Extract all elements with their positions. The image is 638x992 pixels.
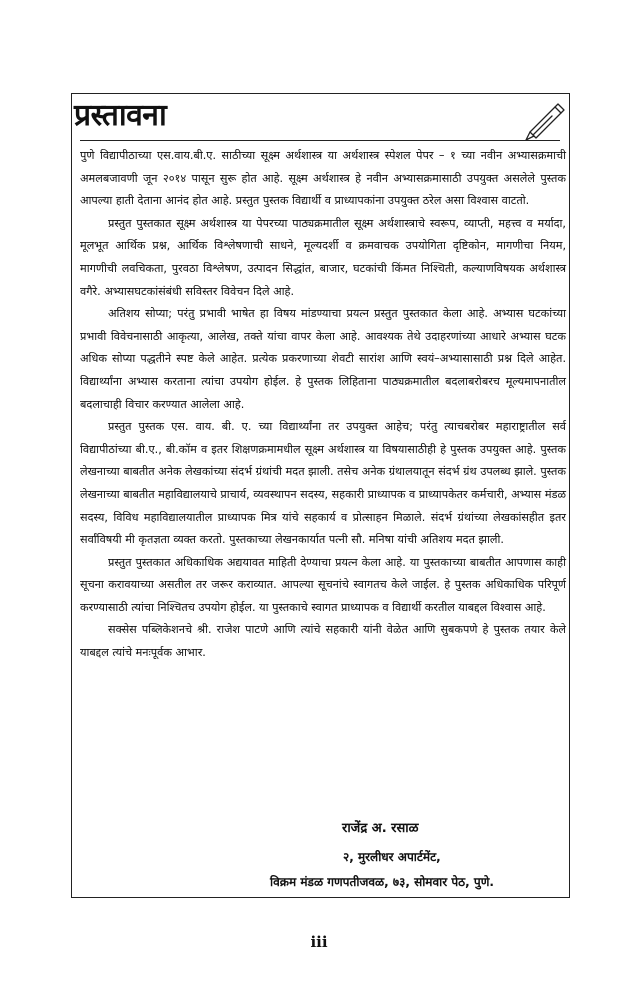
page-title: प्रस्तावना — [74, 98, 167, 133]
paragraph-2: प्रस्तुत पुस्तकात सूक्ष्म अर्थशास्त्र या पेपरच्या पाठ्यक्रमातील सूक्ष्म अर्थशास्त्राचे स्वरूप, व्याप्ती, महत्त्व व मर्यादा, मूलभूत आर्थिक प्रश्न, आर्थिक विश्लेषणाची साधने, मूल्यदर्शी व क्रमवाचक उपयोगिता दृष्टिकोन, मागणीचा नियम, मागणीची लवचिकता, पुरवठा विश्लेषण, उत्पादन सिद्धांत, बाजार, घटकांची किंमत निश्चिती, कल्याणविषयक अर्थशास्त्र वगैरे. अभ्यासघटकांसंबंधी सविस्तर विवेचन दिले आहे. — [80, 216, 566, 298]
pen-icon — [522, 100, 566, 144]
page-number: iii — [310, 933, 328, 951]
preface-body — [80, 145, 566, 665]
author-address-line2: विक्रम मंडळ गणपतीजवळ, ७३, सोमवार पेठ, पुणे. — [270, 875, 494, 889]
paragraph-6: सक्सेस पब्लिकेशनचे श्री. राजेश पाटणे आणि त्यांचे सहकारी यांनी वेळेत आणि सुबकपणे हे पुस्तक तयार केले याबद्दल त्यांचे मनःपूर्वक आभार. — [80, 623, 566, 660]
author-address-line1: २, मुरलीधर अपार्टमेंट, — [343, 850, 441, 864]
title-underline — [80, 140, 560, 141]
paragraph-4: प्रस्तुत पुस्तक एस. वाय. बी. ए. च्या विद्यार्थ्यांना तर उपयुक्त आहेच; परंतु त्याचबरोबर महाराष्ट्रातील सर्व विद्यापीठांच्या बी.ए., बी.कॉम व इतर शिक्षणक्रमामधील सूक्ष्म अर्थशास्त्र या विषयासाठीही हे पुस्तक उपयुक्त आहे. पुस्तक लेखनाच्या बाबतीत अनेक लेखकांच्या संदर्भ ग्रंथांची मदत झाली. तसेच अनेक ग्रंथालयातून संदर्भ ग्रंथ उपलब्ध झाले. पुस्तक लेखनाच्या बाबतीत महाविद्यालयाचे प्राचार्य, व्यवस्थापन सदस्य, सहकारी प्राध्यापक व प्राध्यापकेतर कर्मचारी, अभ्यास मंडळ सदस्य, विविध महाविद्यालयातील प्राध्यापक मित्र यांचे सहकार्य व प्रोत्साहन मिळाले. संदर्भ ग्रंथांच्या लेखकांसहीत इतर सर्वांविषयी मी कृतज्ञता व्यक्त करतो. पुस्तकाच्या लेखनकार्यात पत्नी सौ. मनिषा यांची अतिशय मदत झाली. — [80, 420, 566, 547]
paragraph-1: पुणे विद्यापीठाच्या एस.वाय.बी.ए. साठीच्या सूक्ष्म अर्थशास्त्र या अर्थशास्त्र स्पेशल पेपर – १ च्या नवीन अभ्यासक्रमाची अमलबजावणी जून २०१४ पासून सुरू होत आहे. सूक्ष्म अर्थशास्त्र हे नवीन अभ्यासक्रमासाठी उपयुक्त असलेले पुस्तक आपल्या हाती देताना आनंद होत आहे. प्रस्तुत पुस्तक विद्यार्थी व प्राध्यापकांना उपयुक्त ठरेल असा विश्वास वाटतो. — [80, 149, 566, 208]
author-name: राजेंद्र अ. रसाळ — [342, 821, 419, 836]
paragraph-5: प्रस्तुत पुस्तकात अधिकाधिक अद्ययावत माहिती देण्याचा प्रयत्न केला आहे. या पुस्तकाच्या बाबतीत आपणास काही सूचना करावयाच्या असतील तर जरूर कराव्यात. आपल्या सूचनांचे स्वागतच केले जाईल. हे पुस्तक अधिकाधिक परिपूर्ण करण्यासाठी त्यांचा निश्चितच उपयोग होईल. या पुस्तकाचे स्वागत प्राध्यापक व विद्यार्थी करतील याबद्दल विश्वास आहे. — [80, 555, 566, 614]
paragraph-3: अतिशय सोप्या; परंतु प्रभावी भाषेत हा विषय मांडण्याचा प्रयत्न प्रस्तुत पुस्तकात केला आहे. अभ्यास घटकांच्या प्रभावी विवेचनासाठी आकृत्या, आलेख, तक्ते यांचा वापर केला आहे. आवश्यक तेथे उदाहरणांच्या आधारे अभ्यास घटक अधिक सोप्या पद्धतीने स्पष्ट केले आहेत. प्रत्येक प्रकरणाच्या शेवटी सारांश आणि स्वयं–अभ्यासासाठी प्रश्न दिले आहेत. विद्यार्थ्यांना अभ्यास करताना त्यांचा उपयोग होईल. हे पुस्तक लिहिताना पाठ्यक्रमातील बदलाबरोबरच मूल्यमापनातील बदलाचाही विचार करण्यात आलेला आहे. — [80, 307, 566, 411]
